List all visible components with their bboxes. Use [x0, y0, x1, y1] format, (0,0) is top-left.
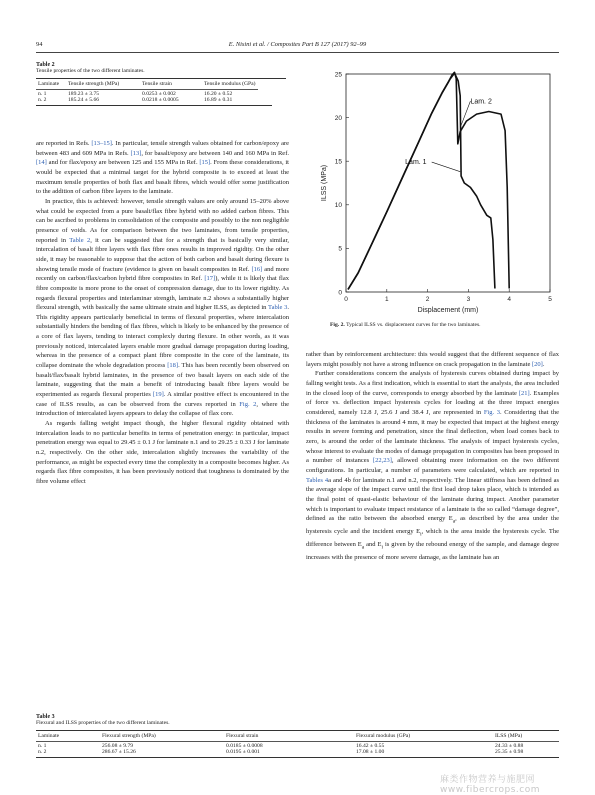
text-run: , which is the area inside the hysteresis cycle. The difference between E: [306, 528, 559, 549]
paragraph: [306, 350, 559, 369]
text-run: . Examples of force vs. deflection impact hysteresis cycles for loading at the three impact energies considered, namely 12.8 J, 25.6 J and 38.4 J, are represented in: [306, 389, 559, 416]
text-run: ), while it is likely that flax fibre composite is more prone to the onset of compression damage, due to its lower rigidity. As regards flexural properties and interlaminar strength, laminate n.2 shows a substantially higher flexural strength, with basically the same ultimate strain and higher ILSS, as depicted in: [36, 275, 289, 312]
text-run: . From these considerations, it would be expected that a minimal target for the hybrid composite is to exceed at least the maximum tensile properties of both flax and basalt fibres, which would offer some justification to the addition of carbon fibre layers to the laminate.: [36, 159, 289, 196]
citation-link[interactable]: [19]: [152, 391, 164, 399]
table-link[interactable]: Table 3: [268, 304, 288, 312]
text-run: and more recently on carbon/flax/carbon hybrid fibre composites in Ref.: [36, 265, 289, 283]
table-cell: n. 1: [38, 743, 47, 749]
y-tick-label: 25: [334, 71, 342, 79]
y-tick-label: 5: [338, 245, 342, 253]
citation-link[interactable]: [16]: [251, 265, 263, 273]
table-cell: n. 2: [38, 97, 47, 103]
text-run: . A similar positive effect is encountered in the case of ILSS results, as can be observed from the curves reported in: [36, 391, 289, 408]
x-tick-label: 2: [425, 296, 430, 303]
table-header-cell: Laminate: [38, 81, 60, 87]
text-run: , allowed obtaining more information on the two different configurations. In particular, a number of parameters were calculated, which are reported in: [306, 457, 560, 474]
text-run: . This rigidity appears particularly beneficial in terms of flexural properties, where intercalation substantially hinders the bending of flax fibres, which is likely to be enhanced by the presence of a core of flax layers, tending to interact complexly during flexure. In other words, as it was previously noticed, intercalated layers enable more gradual damage propagation during loading, whereas in the presence of a compact plant fibre composite in the core of the laminate, its collapse dominate the whole degradation process: [36, 304, 289, 370]
table-cell: 0.0195 ± 0.001: [226, 749, 260, 755]
figure-2-caption: [330, 322, 560, 328]
text-run: , as described by the area under the hysteresis cycle and the incident energy E: [306, 515, 560, 536]
table-cell: 24.33 ± 0.88: [495, 743, 524, 749]
x-tick-label: 0: [344, 296, 348, 303]
watermark: 麻类作物营养与施肥网 www.fibercrops.com: [440, 775, 540, 795]
text-run: a and 4b for laminate n.1 and n.2, respectively. The linear stiffness has been defined as the average slope of the impact curve until the first load drop takes place, which is intended as the final point of quasi-elastic behaviour of the laminate during impact. Another parameter which is important to evaluate impact resistance of a laminate is the so called “damage degree”, defined as the ratio between the absorbed energy E: [306, 476, 560, 523]
table-cell: 17.08 ± 1.00: [356, 749, 385, 755]
y-tick-label: 15: [334, 158, 342, 166]
text-run: , where the introduction of intercalated layers appears to delay the collapse of flax core.: [36, 400, 289, 418]
text-run: rather than by reinforcement architecture: this would suggest that the different sequence of flax layers might possibly not have a strong influence on crack propagation in the laminate: [306, 351, 559, 368]
table-cell: 286.67 ± 15.26: [102, 749, 136, 755]
x-axis-label: Displacement (mm): [417, 307, 479, 314]
y-tick-label: 10: [334, 202, 342, 210]
table-header-cell: ILSS (MPa): [495, 733, 523, 739]
citation-link[interactable]: [18]: [167, 362, 179, 370]
table-2: [36, 62, 286, 106]
text-run: are reported in Refs.: [36, 140, 92, 147]
subscript: a: [452, 518, 456, 525]
y-axis-label: ILSS (MPa): [321, 164, 328, 202]
citation-link[interactable]: [14]: [36, 159, 47, 167]
subscript: i: [381, 544, 383, 551]
table-cell: n. 2: [38, 749, 47, 755]
figure-2: [300, 60, 560, 340]
table-header-cell: Flexural modulus (GPa): [356, 733, 411, 739]
x-tick-label: 3: [466, 296, 471, 303]
text-run: is given by the rebound energy of the sample, and damage degree increases with the presence of more severe damage, as the laminate has an: [306, 541, 559, 562]
text-run: and E: [364, 541, 382, 549]
annotation-leader: [432, 162, 461, 172]
annotation-lam-2: Lam. 2: [470, 98, 492, 106]
table-3-grid: [36, 733, 559, 755]
figure-2-label: Fig. 2.: [330, 322, 345, 328]
annotation-lam-1: Lam. 1: [405, 158, 427, 166]
right-column: [306, 350, 559, 563]
paragraph: As regards falling weight impact though, the higher flexural rigidity obtained with intercalation leads to no particular benefits in terms of penetration energy: in particular, impact penetration energy was equal to 29.45 ± 0.1 J for laminate n.1 and to 29.25 ± 0.33 J for laminate n.2, respectively. On the other side, intercalation slightly increases the variability of the performance, as might be expected every time the complexity in a composite becomes higher. As regards flax fibre composites, it has been previously noticed that toughness is dominated by the fibre volume effect: [36, 420, 289, 485]
y-tick-label: 20: [334, 114, 342, 122]
page-number: 94: [36, 41, 43, 48]
table-cell: 16.42 ± 0.55: [356, 743, 385, 749]
table-cell: 25.35 ± 0.98: [495, 749, 524, 755]
figure-link[interactable]: Fig. 3: [483, 408, 500, 416]
text-run: and for flax/epoxy are between 125 and 155 MPa in Ref.: [46, 159, 200, 167]
table-2-grid: [36, 81, 258, 103]
ilss-chart: [300, 60, 560, 320]
citation-link[interactable]: [20]: [532, 360, 543, 368]
text-run: . In particular, tensile strength values obtained for carbon/epoxy are between 483 and 609 MPa in Refs.: [36, 140, 290, 157]
table-header-cell: Flexural strength (MPa): [102, 733, 156, 739]
header-rule: [36, 52, 559, 53]
table-cell: 189.23 ± 3.75: [68, 91, 100, 97]
x-tick-label: 4: [507, 296, 512, 303]
table-header-cell: Tensile strain: [142, 81, 172, 87]
table-cell: 0.0218 ± 0.0005: [142, 97, 179, 103]
text-run: . This has been recently been observed on basalt/flax/basalt hybrid laminates, in the presence of two basalt layers on each side of the laminate, suggesting that the main a benefit of introducing basalt fibre layers would be experimented as regards flexural properties: [36, 362, 289, 399]
text-run: .: [542, 360, 545, 368]
table-cell: 185.24 ± 5.66: [68, 97, 100, 103]
subscript: a: [361, 544, 365, 551]
paragraph: [36, 197, 289, 419]
plot-frame: [346, 74, 550, 292]
text-run: . Considering that the thickness of the laminates is around 4 mm, it may be expected that impact at the highest energy results in severe forming and penetration, since the final deflection, when load comes back to zero, is around the order of the laminate thickness. The analysis of impact hysteresis cycles, whose interest to evaluate the modes of damage propagation in composites has been proposed in a number of instances: [306, 408, 559, 465]
citation-link[interactable]: [21]: [518, 389, 530, 397]
subscript: i: [420, 531, 422, 538]
paragraph: [36, 139, 289, 197]
citation-link[interactable]: [13–15]: [91, 140, 112, 147]
x-tick-label: 5: [548, 296, 552, 303]
text-run: , it can be suggested that for a strength that is basically very similar, intercalation of basalt fibre layers with flax fibre ones results in improved rigidity. On the other side, it may be reasonable to suppose that the action of both carbon and basalt during flexure is showing tensile mode of fracture (evidence is given on basalt composites in Ref.: [36, 236, 289, 273]
table-cell: 16.20 ± 0.52: [204, 91, 233, 97]
text-run: , for basalt/epoxy are between 140 and 160 MPa in Ref.: [141, 149, 289, 157]
text-run: In practice, this is achieved: however, tensile strength values are only around 15–20% above what could be expected from a pure basalt/flax fibre hybrid with no added carbon fibres. This can be ascribed to problems in consolidation of the composite and possibly to the non negligible presence of voids. As for comparison between the two laminates, from tensile properties, reported in: [36, 197, 289, 244]
left-column: [36, 139, 289, 487]
figure-link[interactable]: Fig. 2: [239, 400, 257, 408]
table-row: [36, 97, 258, 103]
table-cell: n. 1: [38, 91, 47, 97]
running-title: E. Nisini et al. / Composites Part B 127 (2017) 92–99: [228, 41, 367, 48]
citation-link[interactable]: [22,23]: [372, 457, 392, 465]
citation-link[interactable]: [13]: [130, 149, 142, 157]
table-3-title: Table 3: [36, 714, 55, 720]
table-3-caption: Flexural and ILSS properties of the two different laminates.: [36, 720, 170, 726]
table-link[interactable]: Table 2: [69, 236, 91, 244]
figure-2-caption-text: Typical ILSS vs. displacement curves for the two laminates.: [346, 322, 481, 328]
table-3: [36, 714, 559, 758]
citation-link[interactable]: [17]: [204, 275, 216, 283]
table-cell: 16.89 ± 0.31: [204, 97, 233, 103]
table-cell: 0.0185 ± 0.0008: [226, 743, 263, 749]
citation-link[interactable]: [15]: [199, 159, 211, 167]
paragraph: [306, 369, 559, 562]
table-2-title: Table 2: [36, 62, 55, 68]
x-tick-label: 1: [384, 296, 389, 303]
table-link[interactable]: Tables 4: [306, 476, 329, 484]
table-header-cell: Laminate: [38, 733, 60, 739]
text-run: Further considerations concern the analysis of hysteresis curves obtained during impact by falling weight tests. As a first indication, which is essential to start the analysis, the area included in the closed loop of the curve, corresponds to energy absorbed by the laminate: [306, 370, 559, 397]
table-header-cell: Tensile strength (MPa): [68, 81, 120, 87]
table-header-cell: Flexural strain: [226, 733, 259, 739]
table-cell: 256.08 ± 9.79: [102, 743, 134, 749]
table-2-caption: Tensile properties of the two different laminates.: [36, 68, 145, 74]
table-row: [36, 749, 559, 755]
table-cell: 0.0253 ± 0.002: [142, 91, 176, 97]
table-header-cell: Tensile modulus (GPa): [204, 81, 256, 87]
y-tick-label: 0: [338, 289, 342, 297]
table-header-row: [36, 81, 258, 87]
